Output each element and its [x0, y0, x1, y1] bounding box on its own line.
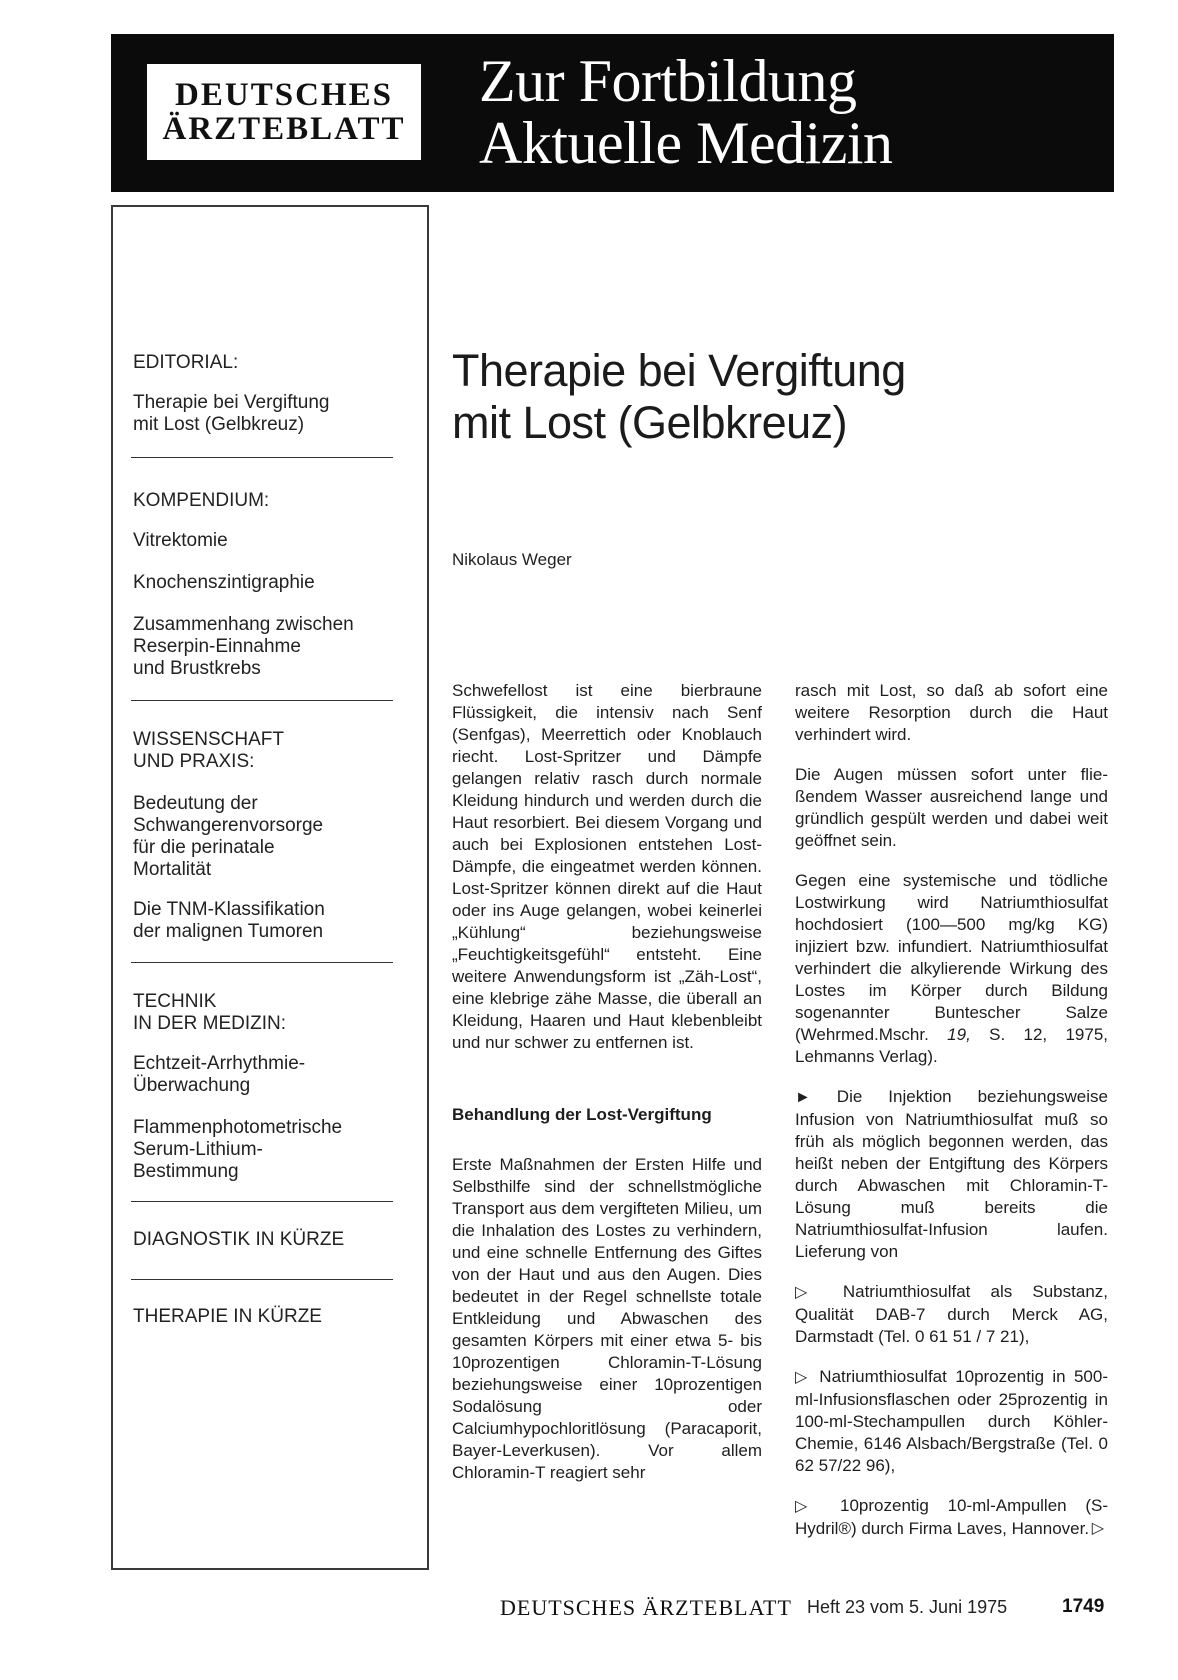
- body-paragraph: Die Augen müssen sofort unter fließendem Wasser ausreichend lange und gründlich gespült werden und dabei weit geöffnet sein.: [795, 765, 1108, 850]
- diagnostik-heading: DIAGNOSTIK IN KÜRZE: [133, 1229, 345, 1250]
- section-title-line-1: Zur Fortbildung: [479, 48, 857, 114]
- wissenschaft-item: Bedeutung der Schwangerenvorsorge für die perinatale Mortalität: [133, 793, 324, 880]
- body-paragraph: [795, 870, 1108, 1068]
- bullet-triangle-icon: ►: [795, 1089, 811, 1106]
- therapie-heading: THERAPIE IN KÜRZE: [133, 1306, 322, 1327]
- header-banner: [111, 34, 1114, 192]
- supply-item: [795, 1366, 1108, 1477]
- page-number: 1749: [1062, 1596, 1105, 1617]
- author-name: Nikolaus Weger: [452, 550, 572, 569]
- wissenschaft-heading: WISSENSCHAFT UND PRAXIS:: [133, 729, 284, 772]
- technik-item: Flammenphotometrische Serum-Lithium- Bestimmung: [133, 1117, 343, 1182]
- article-title-line-2: mit Lost (Gelbkreuz): [452, 397, 848, 448]
- technik-item: Echtzeit-Arrhythmie- Überwachung: [133, 1053, 306, 1096]
- body-paragraph: rasch mit Lost, so daß ab sofort eine weitere Resorption durch die Haut verhindert wird.: [795, 681, 1108, 744]
- intro-paragraph: Schwefellost ist eine bierbraune Flüssigkeit, die intensiv nach Senf (Senfgas), Meerrettich oder Knoblauch riecht. Lost-Spritzer und Dämpfe gelangen relativ rasch durch normale Kleidung hindurch und werden durch die Haut resorbiert. Bei diesem Vorgang und auch bei Explosionen entstehen Lost-Dämpfe, die eingeatmet werden können. Lost-Spritzer können direkt auf die Haut oder ins Auge gelangen, wobei keinerlei „Kühlung“ beziehungsweise „Feuchtigkeitsgefühl“ entsteht. Eine weitere Anwendungsform ist „Zäh-Lost“, eine klebrige zähe Masse, die überall an Kleidung, Haaren und Haut klebenbleibt und nur schwer zu entfernen ist.: [452, 681, 762, 1052]
- outline-triangle-icon: ▷: [795, 1284, 823, 1301]
- body-paragraph: [795, 1086, 1108, 1263]
- supply-item: [795, 1281, 1108, 1348]
- article-title: [452, 345, 906, 449]
- logo-line-2: ÄRZTEBLATT: [162, 111, 406, 147]
- contents-sidebar: [111, 205, 429, 1570]
- divider: [131, 962, 393, 963]
- text-column-1: [452, 680, 762, 1502]
- supply-text: 10prozentig 10-ml-Ampullen (S-Hydril®) durch Firma Laves, Hannover.: [795, 1496, 1108, 1538]
- footer-issue: Heft 23 vom 5. Juni 1975: [807, 1597, 1008, 1617]
- section-heading: Behandlung der Lost-Vergiftung: [452, 1105, 712, 1124]
- divider: [131, 1201, 393, 1202]
- kompendium-item: Zusammenhang zwischen Reserpin-Einnahme und Brustkrebs: [133, 614, 354, 679]
- technik-heading: TECHNIK IN DER MEDIZIN:: [133, 991, 287, 1034]
- body-text: S. 12, 1975, Lehmanns Verlag).: [795, 1025, 1108, 1066]
- divider: [131, 1279, 393, 1280]
- continue-arrow-icon: ▷: [1091, 1520, 1104, 1537]
- outline-triangle-icon: ▷: [795, 1369, 811, 1386]
- supply-text: Natriumthiosulfat 10prozentig in 500-ml-Infusionsflaschen oder 25prozentig in 100-ml-Stechampullen durch Köhler-Chemie, 6146 Alsbach/Bergstraße (Tel. 0 62 57/22 96),: [795, 1367, 1108, 1475]
- kompendium-item: Vitrektomie: [133, 530, 228, 551]
- divider: [131, 457, 393, 458]
- kompendium-item: Knochenszintigraphie: [133, 572, 315, 593]
- logo-line-1: DEUTSCHES: [175, 77, 393, 113]
- footer-journal-name: DEUTSCHES ÄRZTEBLATT: [500, 1595, 792, 1620]
- text-column-2: [795, 680, 1108, 1558]
- outline-triangle-icon: ▷: [795, 1498, 822, 1515]
- divider: [131, 700, 393, 701]
- editorial-item: Therapie bei Vergiftung mit Lost (Gelbkreuz): [133, 392, 330, 435]
- section-title: [479, 50, 893, 174]
- body-text: Die Injektion beziehungsweise Infusion von Natriumthiosulfat muß so früh als möglich begonnen werden, das heißt neben der Entgiftung des Körpers durch Abwaschen mit Chloramin-T-Lösung muß bereits die Natriumthiosulfat-Infusion laufen. Lieferung von: [795, 1087, 1108, 1261]
- journal-logo: [145, 62, 423, 162]
- editorial-heading: EDITORIAL:: [133, 352, 239, 373]
- wissenschaft-item: Die TNM-Klassifikation der malignen Tumoren: [133, 899, 325, 942]
- supply-item: [795, 1495, 1108, 1540]
- volume-number: 19,: [947, 1025, 971, 1044]
- body-text: Gegen eine systemische und tödliche Lostwirkung wird Natriumthiosulfat hochdosiert (100—500 mg/kg KG) injiziert bzw. infundiert. Natriumthiosulfat verhindert die alkylierende Wirkung des Lostes im Körper durch Bildung sogenannter Buntescher Salze (Wehrmed.Mschr.: [795, 871, 1108, 1044]
- section-title-line-2: Aktuelle Medizin: [479, 110, 893, 176]
- kompendium-heading: KOMPENDIUM:: [133, 490, 270, 511]
- treatment-paragraph: Erste Maßnahmen der Ersten Hilfe und Selbsthilfe sind der schnellstmögliche Transport aus dem vergifteten Milieu, um die Inhalation des Lostes zu verhindern, und eine schnelle Entfernung des Giftes von der Haut und aus den Augen. Dies bedeutet in der Regel schnellste totale Entkleidung und Abwaschen des gesamten Körpers mit einer etwa 5- bis 10prozentigen Chloramin-T-Lösung beziehungsweise einer 10prozentigen Sodalösung oder Calciumhypochloritlösung (Paracaporit, Bayer-Leverkusen). Vor allem Chloramin-T reagiert sehr: [452, 1155, 762, 1482]
- supply-text: Natriumthiosulfat als Substanz, Qualität DAB-7 durch Merck AG, Darmstadt (Tel. 0 61 51 / 7 21),: [795, 1282, 1108, 1346]
- article-title-line-1: Therapie bei Vergiftung: [452, 345, 906, 396]
